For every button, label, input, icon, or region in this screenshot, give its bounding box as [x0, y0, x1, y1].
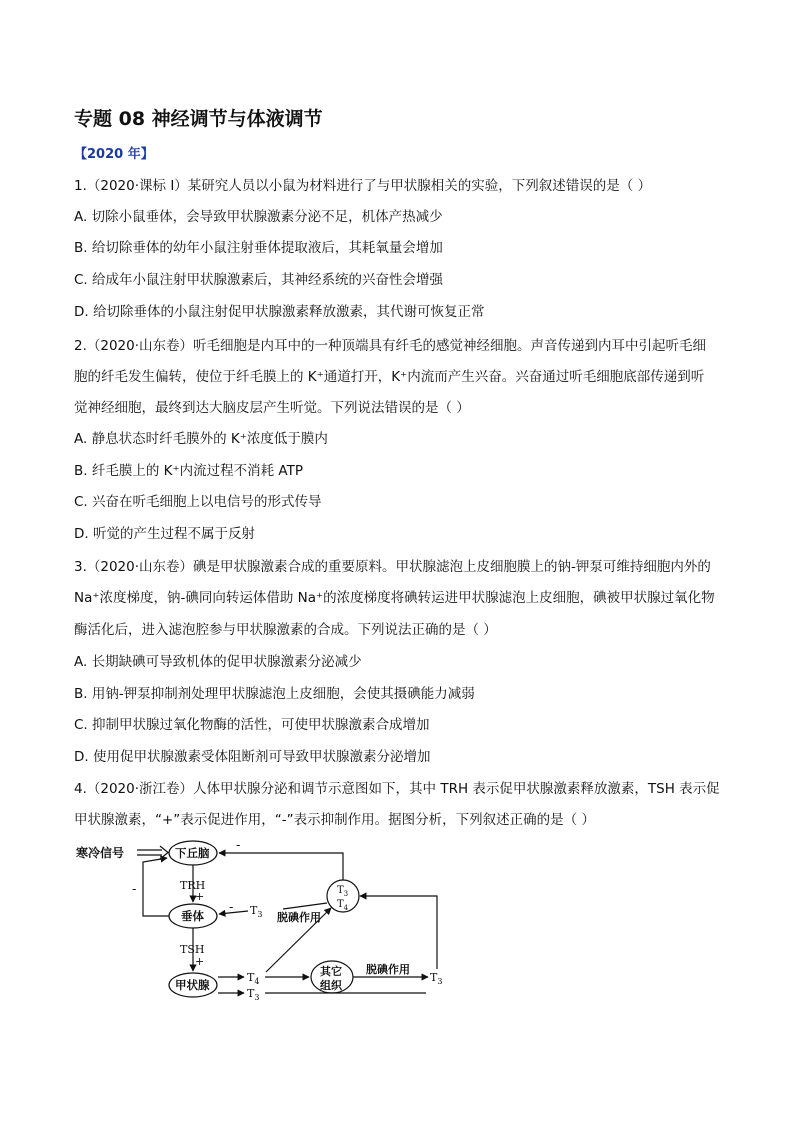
other-tissue-label-1: 其它 [320, 965, 342, 978]
top-feedback-loop [219, 853, 343, 880]
q3-option-b: B. 用钠-钾泵抑制剂处理甲状腺滤泡上皮细胞，会使其摄碘能力减弱 [74, 686, 475, 702]
q3-option-c: C. 抑制甲状腺过氧化物酶的活性，可使甲状腺激素合成增加 [74, 717, 430, 733]
q1-option-c: C. 给成年小鼠注射甲状腺激素后，其神经系统的兴奋性会增强 [74, 272, 444, 288]
pituitary-label: 垂体 [181, 909, 204, 923]
trh-label: TRH [180, 879, 206, 892]
q1-option-d: D. 给切除垂体的小鼠注射促甲状腺激素释放激素，其代谢可恢复正常 [74, 304, 485, 320]
q2-option-b: B. 纤毛膜上的 K⁺内流过程不消耗 ATP [74, 463, 303, 479]
thyroid-t4-label: $T_4$ [247, 971, 260, 986]
right-t3-label: $T_3$ [430, 971, 443, 986]
thyroid-label: 甲状腺 [175, 978, 210, 992]
q2-stem-line-1: 2.（2020·山东卷）听毛细胞是内耳中的一种顶端具有纤毛的感觉神经细胞。声音传递到内耳中引起听毛细 [74, 338, 707, 354]
circle-to-t3-line [283, 903, 327, 909]
q3-stem-line-1: 3.（2020·山东卷）碘是甲状腺激素合成的重要原料。甲状腺滤泡上皮细胞膜上的钠-钾泵可维持细胞内外的 [74, 559, 711, 575]
hypothalamus-label: 下丘脑 [175, 846, 210, 860]
q4-stem-line-2: 甲状腺激素，“+”表示促进作用，“-”表示抑制作用。据图分析，下列叙述正确的是（ ） [74, 812, 595, 828]
circle-t4-label: $T_4$ [337, 899, 349, 912]
q3-option-a: A. 长期缺碘可导致机体的促甲状腺激素分泌减少 [74, 654, 362, 670]
q1-stem-line-1: 1.（2020·课标 Ⅰ）某研究人员以小鼠为材料进行了与甲状腺相关的实验，下列叙述错误的是（ ） [74, 178, 652, 194]
q2-stem-line-2: 胞的纤毛发生偏转，使位于纤毛膜上的 K⁺通道打开，K⁺内流而产生兴奋。兴奋通过听毛细胞底部传递到听 [74, 369, 705, 385]
q3-stem-line-3: 酶活化后，进入滤泡腔参与甲状腺激素的合成。下列说法正确的是（ ） [74, 622, 497, 638]
q1-option-a: A. 切除小鼠垂体，会导致甲状腺激素分泌不足，机体产热减少 [74, 209, 443, 225]
deiodination-lower-label: 脱碘作用 [366, 963, 410, 976]
cold-signal-arrow-head [160, 846, 168, 859]
deiodination-upper-label: 脱碘作用 [277, 911, 321, 924]
other-tissue-label-2: 组织 [320, 979, 342, 992]
tsh-plus: + [195, 955, 205, 968]
q4-stem-line-1: 4.（2020·浙江卷）人体甲状腺分泌和调节示意图如下，其中 TRH 表示促甲状腺激素释放激素，TSH 表示促 [74, 781, 720, 797]
top-loop-minus: - [236, 838, 241, 853]
right-return-loop [360, 896, 437, 969]
t3-to-pituitary-arrow [219, 911, 248, 914]
q2-option-a: A. 静息状态时纤毛膜外的 K⁺浓度低于膜内 [74, 431, 328, 447]
year-tag: 【2020 年】 [74, 147, 154, 162]
q2-option-c: C. 兴奋在听毛细胞上以电信号的形式传导 [74, 494, 322, 510]
left-loop-minus: - [132, 882, 137, 897]
cold-signal-label: 寒冷信号 [76, 846, 125, 860]
q3-stem-line-2: Na⁺浓度梯度，钠-碘同向转运体借助 Na⁺的浓度梯度将碘转运进甲状腺滤泡上皮细胞，碘被甲状腺过氧化物 [74, 590, 715, 606]
pituitary-t3-label: $T_3$ [250, 904, 263, 919]
q3-option-d: D. 使用促甲状腺激素受体阻断剂可导致甲状腺激素分泌增加 [74, 749, 431, 765]
q2-stem-line-3: 觉神经细胞，最终到达大脑皮层产生听觉。下列说法错误的是（ ） [74, 400, 470, 416]
circle-t3-label: $T_3$ [337, 885, 349, 898]
page-title: 专题 08 神经调节与体液调节 [74, 108, 323, 130]
tsh-label: TSH [180, 943, 205, 956]
q1-option-b: B. 给切除垂体的幼年小鼠注射垂体提取液后，其耗氧量会增加 [74, 240, 443, 256]
trh-plus: + [195, 890, 205, 903]
pituitary-minus: - [229, 900, 234, 915]
q2-option-d: D. 听觉的产生过程不属于反射 [74, 526, 255, 542]
left-feedback-loop [143, 858, 169, 916]
thyroid-t3-label: $T_3$ [247, 987, 260, 1002]
